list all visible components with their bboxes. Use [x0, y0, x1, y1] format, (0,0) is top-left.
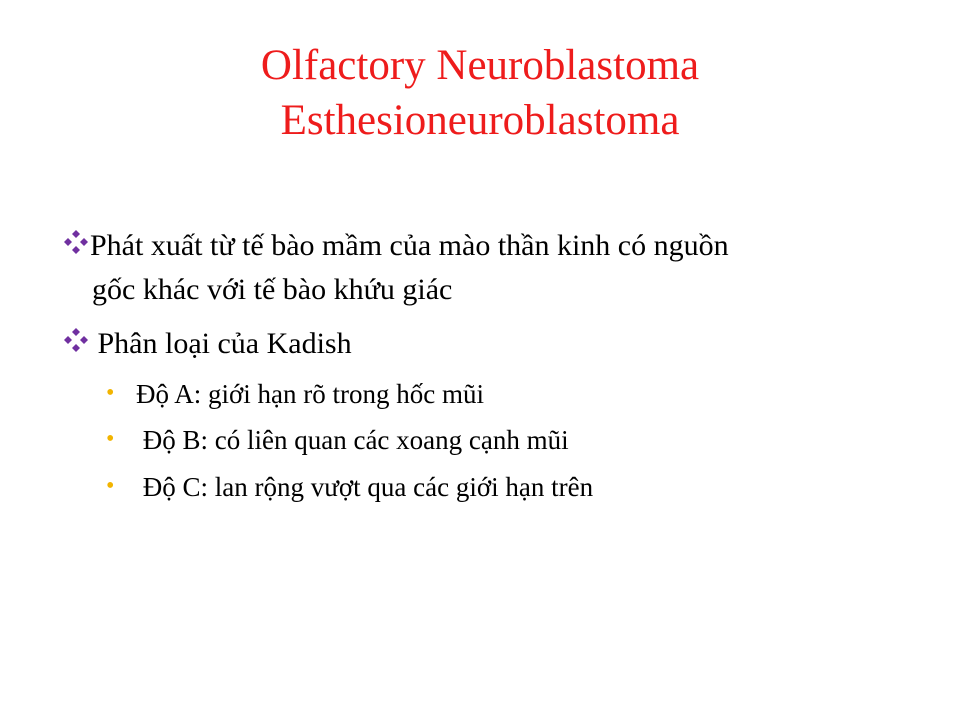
sub-bullet-stage-a	[106, 376, 484, 411]
bullet-text-line-1: Phát xuất từ tế bào mầm của mào thần kinh có nguồn	[90, 229, 729, 262]
bullet-text: Phân loại của Kadish	[90, 327, 352, 360]
title-line-2: Esthesioneuroblastoma	[280, 97, 680, 144]
sub-bullet-stage-b	[106, 422, 569, 457]
bullet-text-line-2: gốc khác với tế bào khứu giác	[92, 273, 453, 306]
diamond-bullet-icon	[62, 228, 90, 256]
sub-bullet-text: Độ C: lan rộng vượt qua các giới hạn trên	[136, 472, 594, 502]
dot-bullet-icon: •	[106, 380, 115, 406]
diamond-bullet-icon	[62, 326, 90, 354]
sub-bullet-text: Độ A: giới hạn rõ trong hốc mũi	[136, 379, 484, 409]
sub-bullet-text: Độ B: có liên quan các xoang cạnh mũi	[136, 425, 569, 455]
bullet-item-kadish	[62, 322, 922, 366]
bullet-item-origin	[62, 224, 922, 312]
slide-title	[0, 38, 960, 148]
dot-bullet-icon: •	[106, 473, 115, 499]
sub-bullet-stage-c	[106, 469, 593, 504]
title-line-1: Olfactory Neuroblastoma	[260, 42, 700, 89]
dot-bullet-icon: •	[106, 426, 115, 452]
